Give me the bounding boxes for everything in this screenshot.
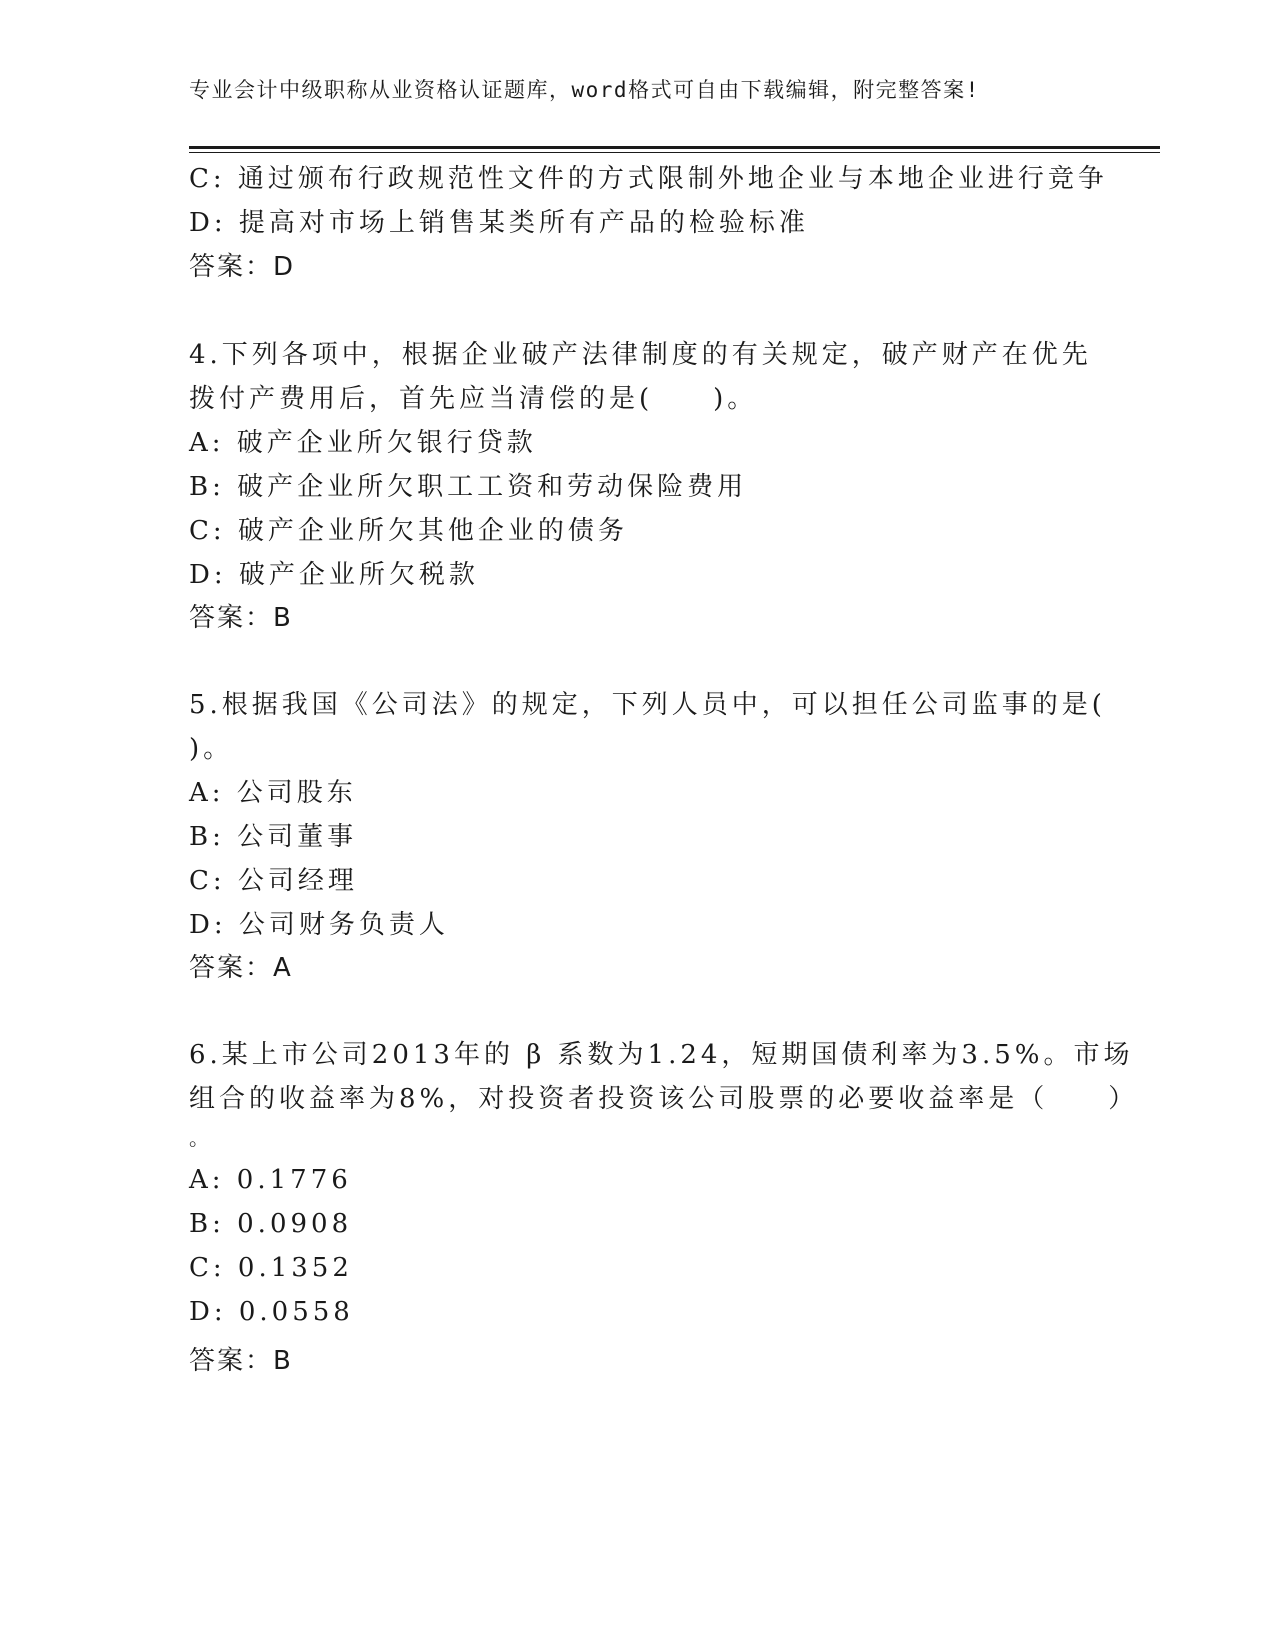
- q3-answer: 答案：D: [189, 252, 296, 282]
- q3-option-d: D: 提高对市场上销售某类所有产品的检验标准: [189, 208, 809, 238]
- q5-option-d: D: 公司财务负责人: [189, 910, 449, 940]
- q4-option-c: C: 破产企业所欠其他企业的债务: [189, 516, 628, 546]
- q6-answer: 答案：B: [189, 1346, 293, 1376]
- page-header: 专业会计中级职称从业资格认证题库，word格式可自由下载编辑，附完整答案!: [189, 78, 980, 102]
- q6-stem-line2: 组合的收益率为8%，对投资者投资该公司股票的必要收益率是（ ）: [189, 1084, 1139, 1114]
- q5-option-c: C: 公司经理: [189, 866, 358, 896]
- q5-stem-line2: )。: [189, 734, 234, 764]
- header-divider-thin: [189, 152, 1160, 153]
- q6-option-b: B: 0.0908: [189, 1209, 353, 1239]
- q4-option-d: D: 破产企业所欠税款: [189, 560, 479, 590]
- q5-option-a: A: 公司股东: [189, 778, 357, 808]
- q3-option-c: C: 通过颁布行政规范性文件的方式限制外地企业与本地企业进行竞争: [189, 164, 1108, 194]
- q6-stem-line3: 。: [189, 1126, 209, 1150]
- header-divider-thick: [189, 146, 1160, 149]
- q4-option-a: A: 破产企业所欠银行贷款: [189, 428, 537, 458]
- q4-option-b: B: 破产企业所欠职工工资和劳动保险费用: [189, 472, 748, 502]
- q5-answer: 答案：A: [189, 953, 293, 983]
- q4-stem-line1: 4.下列各项中，根据企业破产法律制度的有关规定，破产财产在优先: [189, 340, 1092, 370]
- q6-option-a: A: 0.1776: [189, 1165, 352, 1195]
- q4-stem-line2: 拨付产费用后，首先应当清偿的是( )。: [189, 384, 758, 414]
- q4-answer: 答案：B: [189, 603, 293, 633]
- q6-stem-line1: 6.某上市公司2013年的 β 系数为1.24，短期国债利率为3.5%。市场: [189, 1040, 1134, 1070]
- q5-option-b: B: 公司董事: [189, 822, 358, 852]
- q6-option-d: D: 0.0558: [189, 1297, 354, 1327]
- q6-option-c: C: 0.1352: [189, 1253, 353, 1283]
- q5-stem-line1: 5.根据我国《公司法》的规定，下列人员中，可以担任公司监事的是(: [189, 690, 1106, 720]
